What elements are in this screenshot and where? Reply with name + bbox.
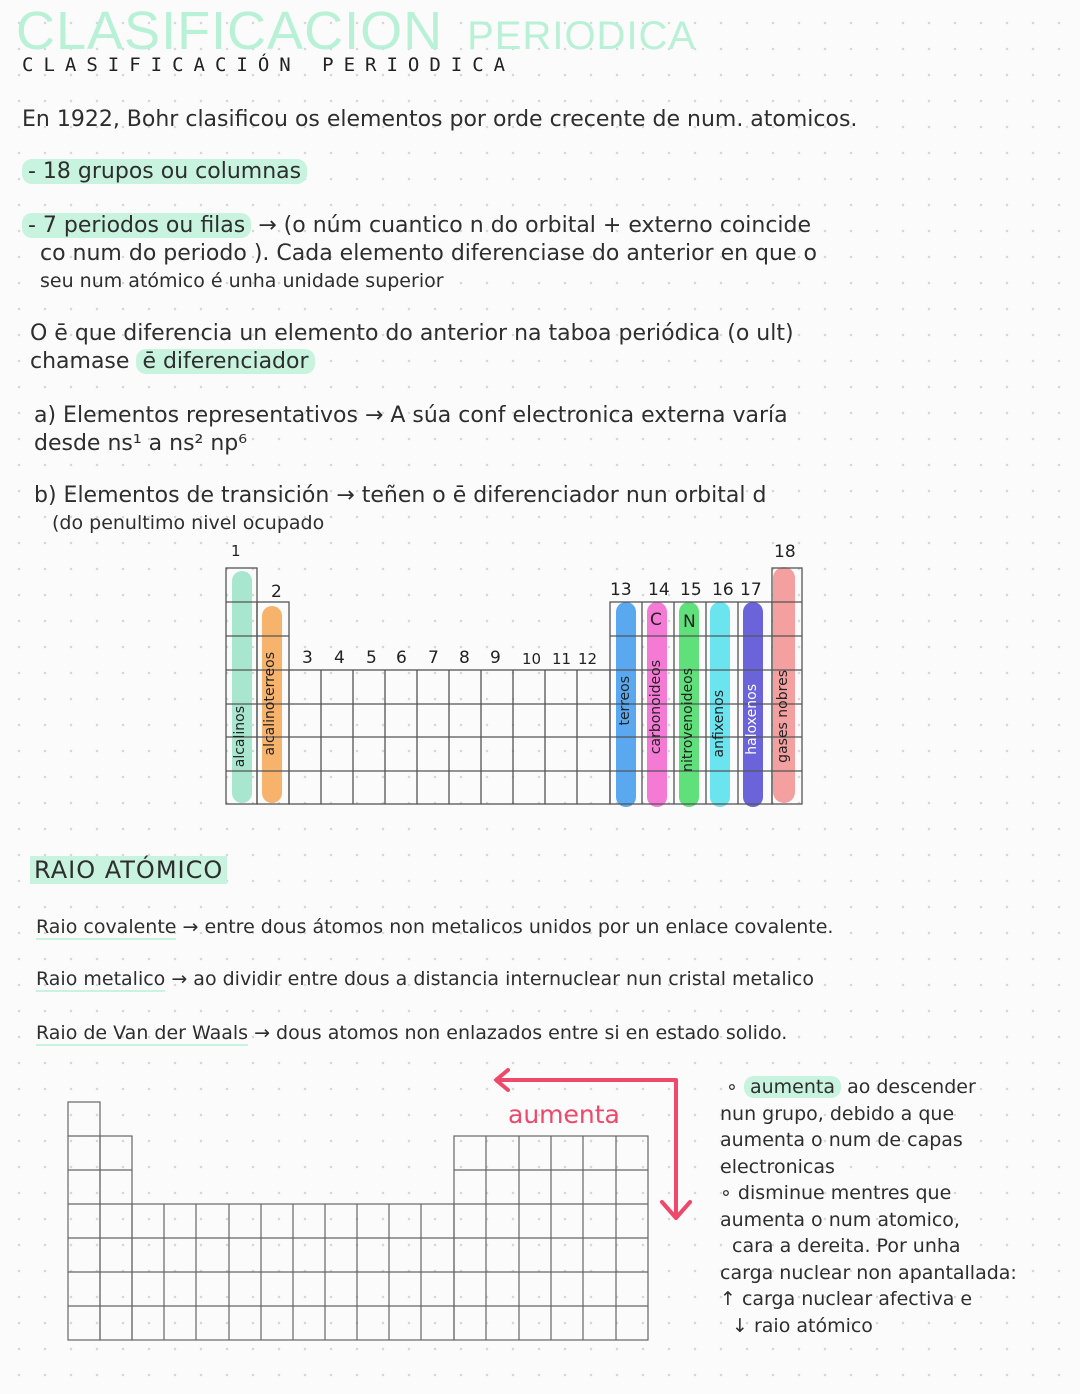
family-label: carbonoideos — [648, 660, 664, 755]
family-label: gases nobres — [775, 670, 791, 763]
element-label-c: C — [650, 610, 662, 630]
alcalinos-band — [232, 571, 252, 803]
decorative-title-sub: PERIODICA — [467, 14, 697, 58]
family-label: terreos — [617, 676, 633, 726]
group-number: 18 — [774, 542, 796, 562]
differentiator-text-1: O ē que diferencia un elemento do anterior na taboa periódica (o ult) — [30, 321, 794, 346]
group-number: 11 — [552, 650, 572, 668]
group-number: 14 — [648, 580, 670, 600]
representative-text-2: desde ns¹ a ns² np⁶ — [34, 431, 248, 456]
group-number: 3 — [302, 648, 313, 668]
note-line: cara a dereita. Por unha — [732, 1235, 961, 1257]
intro-text: En 1922, Bohr clasificou os elementos por orde crecente de num. atomicos. — [22, 107, 858, 132]
group-number: 5 — [366, 648, 377, 668]
trend-notes — [720, 1074, 1017, 1339]
note-line: ↑ carga nuclear afectiva e — [720, 1288, 973, 1310]
group-number: 6 — [396, 648, 407, 668]
raio-section-title: RAIO ATÓMICO — [30, 856, 227, 884]
raio-metalico-def: → ao dividir entre dous a distancia internuclear nun cristal metalico — [171, 968, 814, 990]
note-line: aumenta o num atomico, — [720, 1208, 960, 1231]
group-number: 2 — [271, 582, 282, 602]
raio-covalente-term: Raio covalente — [36, 916, 177, 938]
trend-arrows — [496, 1070, 690, 1218]
group-number: 15 — [680, 580, 702, 600]
note-line: aumenta o num de capas — [720, 1129, 963, 1151]
group-number: 1 — [231, 542, 241, 560]
raio-vdw — [36, 1020, 787, 1047]
raio-metalico — [36, 966, 814, 993]
note-line: carga nuclear non apantallada: — [720, 1261, 1017, 1284]
groups-highlight: - 18 grupos ou columnas — [22, 159, 307, 184]
note-line: ↓ raio atómico — [732, 1314, 873, 1337]
group-number: 12 — [578, 650, 598, 668]
periods-text-2: co num do periodo ). Cada elemento diferenciase do anterior en que o — [40, 241, 817, 266]
decorative-title-main: CLASIFICACION — [16, 1, 444, 61]
group-number: 16 — [712, 580, 734, 600]
raio-covalente — [36, 914, 833, 941]
family-label: alcalinos — [232, 706, 248, 768]
raio-vdw-def: → dous atomos non enlazados entre si en estado solido. — [254, 1022, 788, 1044]
raio-covalente-def: → entre dous átomos non metalicos unidos por un enlace covalente. — [182, 916, 834, 938]
element-label-n: N — [683, 612, 696, 632]
note-line: electronicas — [720, 1155, 835, 1178]
family-label: alcalinoterreos — [262, 652, 278, 756]
group-number: 10 — [522, 650, 542, 668]
arrow-label: aumenta — [508, 1100, 620, 1129]
raio-vdw-term: Raio de Van der Waals — [36, 1022, 249, 1044]
group-number: 8 — [459, 648, 470, 668]
representative-text-1: a) Elementos representativos → A súa conf electronica externa varía — [34, 403, 788, 428]
group-number: 7 — [428, 648, 439, 668]
periods-highlight: - 7 periodos ou filas — [22, 213, 251, 238]
note-line: ∘ aumenta ao descender — [720, 1076, 976, 1098]
family-label: haloxenos — [744, 684, 760, 755]
transition-text-2: (do penultimo nivel ocupado — [52, 512, 325, 534]
differentiator-highlight: ē diferenciador — [136, 349, 314, 374]
group-number: 17 — [740, 580, 762, 600]
group-number: 13 — [610, 580, 632, 600]
note-line: nun grupo, debido a que — [720, 1102, 955, 1125]
note-highlight: aumenta — [744, 1076, 841, 1098]
transition-text-1: b) Elementos de transición → teñen o ē diferenciador nun orbital d — [34, 483, 767, 508]
group-number: 9 — [490, 648, 501, 668]
differentiator-text-2: chamase — [30, 349, 130, 374]
raio-metalico-term: Raio metalico — [36, 968, 166, 990]
family-label: nitrovenoideos — [680, 668, 696, 772]
note-line: ∘ disminue mentres que — [720, 1182, 952, 1204]
page-title: CLASIFICACIÓN PERIODICA — [22, 54, 516, 76]
periods-text-3: seu num atómico é unha unidade superior — [40, 270, 444, 292]
group-number: 4 — [334, 648, 345, 668]
family-label: anfixenos — [711, 690, 727, 758]
periods-text-1: → (o núm cuantico n do orbital + externo coincide — [258, 213, 812, 238]
